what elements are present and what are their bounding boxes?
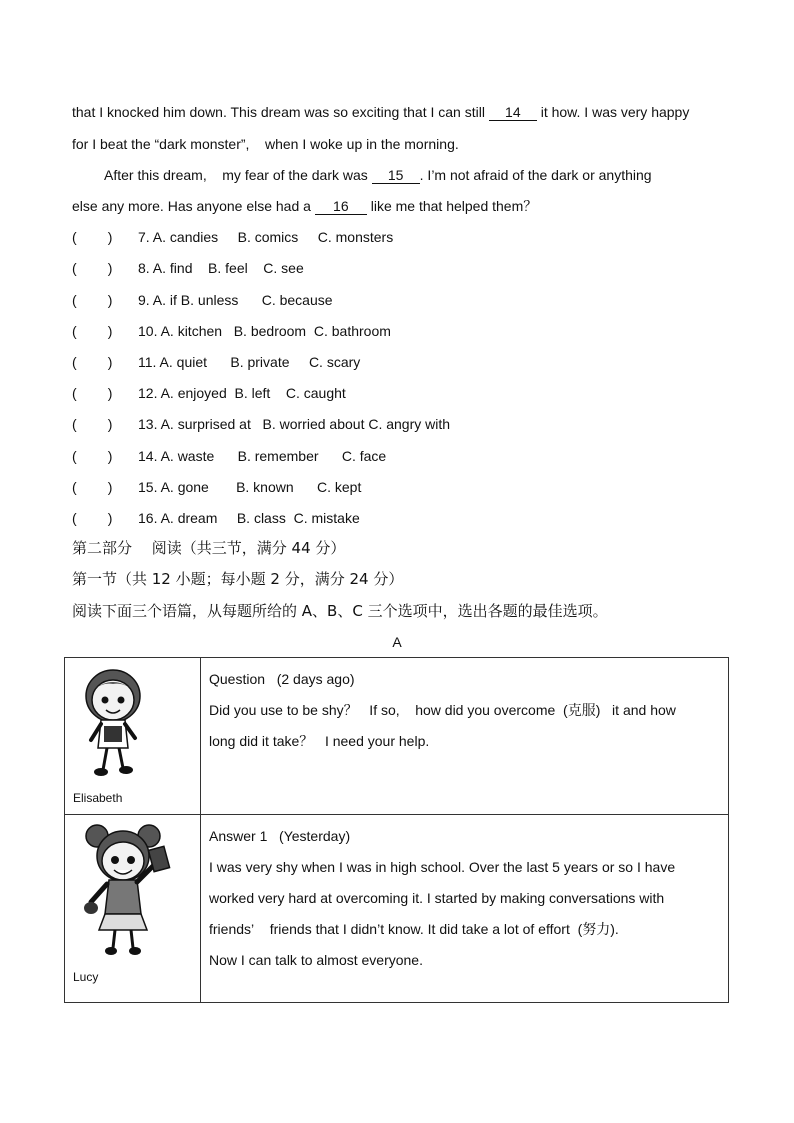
answer-paren[interactable]: ( ) bbox=[72, 260, 113, 276]
avatar-cell bbox=[65, 658, 201, 815]
question-text: 7. A. candies B. comics C. monsters bbox=[138, 229, 394, 245]
post-line: friends’ friends that I didn’t know. It did take a lot of effort (努力). bbox=[209, 921, 619, 937]
post-line: long did it take？ I need your help. bbox=[209, 733, 430, 749]
answer-paren[interactable]: ( ) bbox=[72, 229, 113, 245]
passage-line-2: for I beat the “dark monster”, when I woke up in the morning. bbox=[72, 136, 459, 152]
post-line: worked very hard at overcoming it. I started by making conversations with bbox=[209, 890, 665, 906]
answer-paren[interactable]: ( ) bbox=[72, 448, 113, 464]
author-name: Lucy bbox=[73, 970, 99, 984]
girl-avatar-icon bbox=[73, 664, 153, 784]
question-10 bbox=[72, 321, 391, 341]
passage-text: it how. I was very happy bbox=[540, 104, 690, 120]
passage-text: else any more. Has anyone else had a bbox=[72, 198, 311, 214]
question-text: 11. A. quiet B. private C. scary bbox=[138, 354, 361, 370]
blank-14: 14 bbox=[489, 104, 537, 121]
answer-paren[interactable]: ( ) bbox=[72, 323, 113, 339]
passage-text: like me that helped them？ bbox=[370, 198, 538, 214]
post-line: I was very shy when I was in high school. Over the last 5 years or so I have bbox=[209, 859, 676, 875]
question-text: 9. A. if B. unless C. because bbox=[138, 292, 333, 308]
passage-letter: A bbox=[392, 634, 402, 650]
author-name: Elisabeth bbox=[73, 791, 123, 805]
question-text: 13. A. surprised at B. worried about C. angry with bbox=[138, 416, 451, 432]
answer-paren[interactable]: ( ) bbox=[72, 416, 113, 432]
passage-line-4 bbox=[72, 196, 537, 216]
answer-paren[interactable]: ( ) bbox=[72, 510, 113, 526]
answer-paren[interactable]: ( ) bbox=[72, 354, 113, 370]
question-12 bbox=[72, 383, 346, 403]
question-text: 8. A. find B. feel C. see bbox=[138, 260, 304, 276]
post-body bbox=[201, 658, 729, 815]
question-text: 14. A. waste B. remember C. face bbox=[138, 448, 387, 464]
instruction-text: 阅读下面三个语篇，从每题所给的 A、B、C 三个选项中，选出各题的最佳选项。 bbox=[72, 602, 608, 620]
answer-paren[interactable]: ( ) bbox=[72, 292, 113, 308]
passage-line-3 bbox=[104, 165, 652, 185]
question-text: 12. A. enjoyed B. left C. caught bbox=[138, 385, 346, 401]
passage-text: After this dream, my fear of the dark was bbox=[104, 167, 368, 183]
post-line: Did you use to be shy？ If so, how did you overcome (克服) it and how bbox=[209, 702, 676, 718]
avatar-cell bbox=[65, 815, 201, 1003]
forum-row-answer bbox=[65, 815, 729, 1003]
subsection-heading: 第一节（共 12 小题；每小题 2 分，满分 24 分） bbox=[72, 570, 404, 588]
question-text: 10. A. kitchen B. bedroom C. bathroom bbox=[138, 323, 391, 339]
post-line: Now I can talk to almost everyone. bbox=[209, 952, 423, 968]
question-text: 16. A. dream B. class C. mistake bbox=[138, 510, 360, 526]
question-13 bbox=[72, 414, 450, 434]
question-16 bbox=[72, 508, 360, 528]
post-body bbox=[201, 815, 729, 1003]
blank-16: 16 bbox=[315, 198, 367, 215]
passage-line-1 bbox=[72, 102, 722, 122]
answer-paren[interactable]: ( ) bbox=[72, 479, 113, 495]
question-11 bbox=[72, 352, 360, 372]
question-text: 15. A. gone B. known C. kept bbox=[138, 479, 362, 495]
post-content bbox=[201, 815, 728, 976]
passage-text: that I knocked him down. This dream was so exciting that I can still bbox=[72, 104, 485, 120]
question-15 bbox=[72, 477, 361, 497]
section-heading: 第二部分 阅读（共三节，满分 44 分） bbox=[72, 539, 346, 557]
forum-row-question bbox=[65, 658, 729, 815]
answer-paren[interactable]: ( ) bbox=[72, 385, 113, 401]
question-8 bbox=[72, 258, 304, 278]
question-14 bbox=[72, 446, 386, 466]
post-content bbox=[201, 658, 728, 757]
post-header: Question (2 days ago) bbox=[209, 671, 355, 687]
passage-text: . I’m not afraid of the dark or anything bbox=[419, 167, 652, 183]
question-9 bbox=[72, 290, 333, 310]
question-7 bbox=[72, 227, 393, 247]
forum-table bbox=[64, 657, 729, 1003]
post-header: Answer 1 (Yesterday) bbox=[209, 828, 351, 844]
girl-with-book-avatar-icon bbox=[77, 818, 187, 963]
blank-15: 15 bbox=[372, 167, 420, 184]
